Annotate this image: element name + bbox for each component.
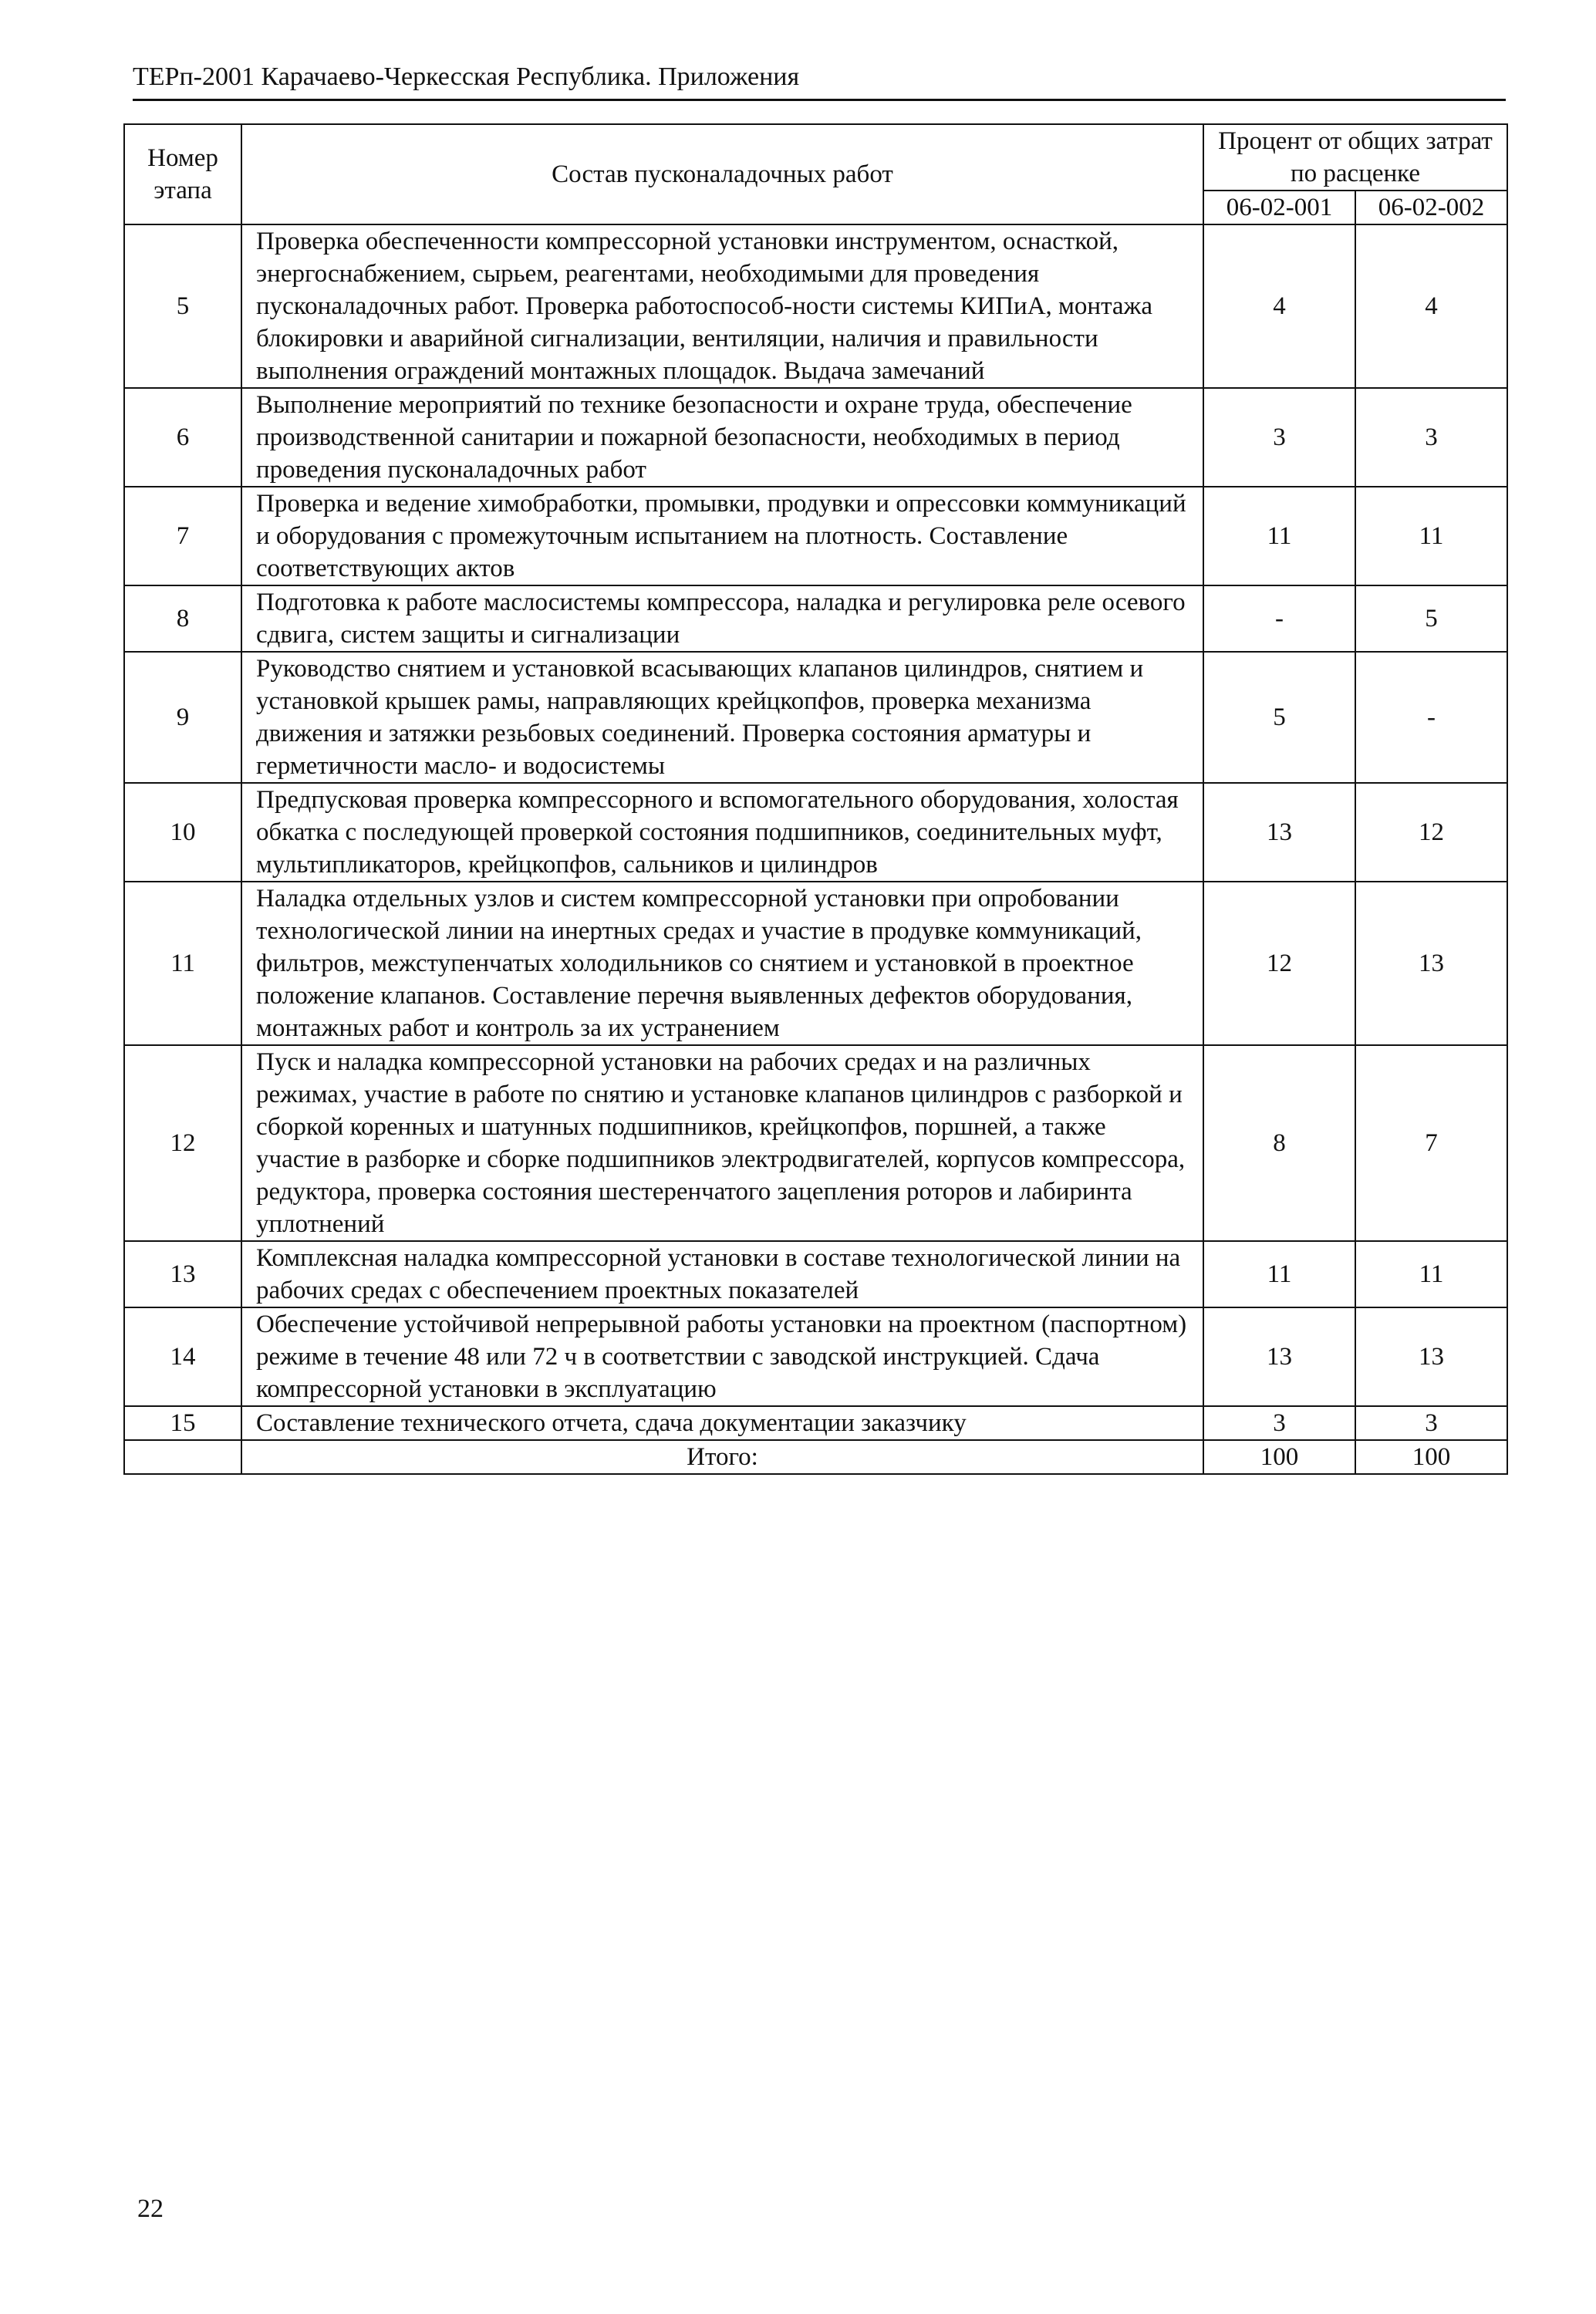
percent-06-02-001: 5 bbox=[1203, 652, 1355, 783]
column-header-percent: Процент от общих затрат по расценке bbox=[1203, 124, 1507, 191]
table-row bbox=[124, 224, 1507, 388]
page-header-title: ТЕРп-2001 Карачаево-Черкесская Республика. Приложения bbox=[133, 62, 800, 91]
percent-06-02-001: 3 bbox=[1203, 1406, 1355, 1440]
stage-number: 12 bbox=[124, 1045, 241, 1241]
header-rule bbox=[133, 99, 1506, 101]
table-header-row bbox=[124, 124, 1507, 191]
total-06-02-001: 100 bbox=[1203, 1440, 1355, 1474]
percent-06-02-002: 3 bbox=[1355, 388, 1507, 487]
percent-06-02-002: 12 bbox=[1355, 783, 1507, 882]
table-row bbox=[124, 783, 1507, 882]
table-row bbox=[124, 388, 1507, 487]
percent-06-02-002: 4 bbox=[1355, 224, 1507, 388]
stage-number: 10 bbox=[124, 783, 241, 882]
stage-description: Комплексная наладка компрессорной установки в составе технологической линии на рабочих средах с обеспечением проектных показателей bbox=[241, 1241, 1203, 1307]
table-row bbox=[124, 585, 1507, 652]
commissioning-works-table bbox=[123, 123, 1508, 1475]
stage-description: Наладка отдельных узлов и систем компрессорной установки при опробовании технологической линии на инертных средах и участие в продувке коммуникаций, фильтров, межступенчатых холодильников со снятием и установкой в проектное положение клапанов. Составление перечня выявленных дефектов оборудования, монтажных работ и контроль за их устранением bbox=[241, 882, 1203, 1045]
total-empty-cell bbox=[124, 1440, 241, 1474]
percent-06-02-001: 13 bbox=[1203, 783, 1355, 882]
stage-number: 7 bbox=[124, 487, 241, 585]
column-header-code-1: 06-02-001 bbox=[1203, 191, 1355, 224]
table-row bbox=[124, 1241, 1507, 1307]
page-number: 22 bbox=[137, 2194, 164, 2223]
percent-06-02-001: 12 bbox=[1203, 882, 1355, 1045]
percent-06-02-001: 3 bbox=[1203, 388, 1355, 487]
percent-06-02-002: 13 bbox=[1355, 882, 1507, 1045]
stage-description: Предпусковая проверка компрессорного и вспомогательного оборудования, холостая обкатка с последующей проверкой состояния подшипников, соединительных муфт, мультипликаторов, крейцкопфов, сальников и цилиндров bbox=[241, 783, 1203, 882]
table-row bbox=[124, 1045, 1507, 1241]
percent-06-02-001: 4 bbox=[1203, 224, 1355, 388]
stage-number: 9 bbox=[124, 652, 241, 783]
stage-description: Выполнение мероприятий по технике безопасности и охране труда, обеспечение производственной санитарии и пожарной безопасности, необходимых в период проведения пусконаладочных работ bbox=[241, 388, 1203, 487]
stage-description: Проверка обеспеченности компрессорной установки инструментом, оснасткой, энергоснабжением, сырьем, реагентами, необходимыми для проведения пусконаладочных работ. Проверка работоспособ-ности системы КИПиА, монтажа блокировки и аварийной сигнализации, вентиляции, наличия и правильности выполнения ограждений монтажных площадок. Выдача замечаний bbox=[241, 224, 1203, 388]
stage-description: Проверка и ведение химобработки, промывки, продувки и опрессовки коммуникаций и оборудования с промежуточным испытанием на плотность. Составление соответствующих актов bbox=[241, 487, 1203, 585]
percent-06-02-002: - bbox=[1355, 652, 1507, 783]
percent-06-02-002: 7 bbox=[1355, 1045, 1507, 1241]
stage-number: 8 bbox=[124, 585, 241, 652]
stage-number: 13 bbox=[124, 1241, 241, 1307]
table-row bbox=[124, 652, 1507, 783]
percent-06-02-002: 13 bbox=[1355, 1307, 1507, 1406]
stage-description: Составление технического отчета, сдача документации заказчику bbox=[241, 1406, 1203, 1440]
percent-06-02-001: 11 bbox=[1203, 487, 1355, 585]
percent-06-02-001: - bbox=[1203, 585, 1355, 652]
stage-number: 6 bbox=[124, 388, 241, 487]
stage-description: Пуск и наладка компрессорной установки на рабочих средах и на различных режимах, участие в работе по снятию и установке клапанов цилиндров с разборкой и сборкой коренных и шатунных подшипников, крейцкопфов, поршней, а также участие в разборке и сборке подшипников электродвигателей, корпусов компрессора, редуктора, проверка состояния шестеренчатого зацепления роторов и лабиринта уплотнений bbox=[241, 1045, 1203, 1241]
stage-description: Обеспечение устойчивой непрерывной работы установки на проектном (паспортном) режиме в течение 48 или 72 ч в соответствии с заводской инструкцией. Сдача компрессорной установки в эксплуатацию bbox=[241, 1307, 1203, 1406]
percent-06-02-002: 11 bbox=[1355, 487, 1507, 585]
stage-number: 11 bbox=[124, 882, 241, 1045]
percent-06-02-002: 11 bbox=[1355, 1241, 1507, 1307]
stage-number: 15 bbox=[124, 1406, 241, 1440]
total-label: Итого: bbox=[241, 1440, 1203, 1474]
table-row bbox=[124, 487, 1507, 585]
percent-06-02-001: 13 bbox=[1203, 1307, 1355, 1406]
table-row bbox=[124, 1307, 1507, 1406]
stage-description: Подготовка к работе маслосистемы компрессора, наладка и регулировка реле осевого сдвига, систем защиты и сигнализации bbox=[241, 585, 1203, 652]
stage-number: 5 bbox=[124, 224, 241, 388]
percent-06-02-002: 5 bbox=[1355, 585, 1507, 652]
table-total-row bbox=[124, 1440, 1507, 1474]
table-row bbox=[124, 1406, 1507, 1440]
percent-06-02-002: 3 bbox=[1355, 1406, 1507, 1440]
column-header-work-composition: Состав пусконаладочных работ bbox=[241, 124, 1203, 224]
percent-06-02-001: 11 bbox=[1203, 1241, 1355, 1307]
column-header-code-2: 06-02-002 bbox=[1355, 191, 1507, 224]
stage-description: Руководство снятием и установкой всасывающих клапанов цилиндров, снятием и установкой крышек рамы, направляющих крейцкопфов, проверка механизма движения и затяжки резьбовых соединений. Проверка состояния арматуры и герметичности масло- и водосистемы bbox=[241, 652, 1203, 783]
column-header-stage-number: Номер этапа bbox=[124, 124, 241, 224]
percent-06-02-001: 8 bbox=[1203, 1045, 1355, 1241]
stage-number: 14 bbox=[124, 1307, 241, 1406]
table-row bbox=[124, 882, 1507, 1045]
total-06-02-002: 100 bbox=[1355, 1440, 1507, 1474]
